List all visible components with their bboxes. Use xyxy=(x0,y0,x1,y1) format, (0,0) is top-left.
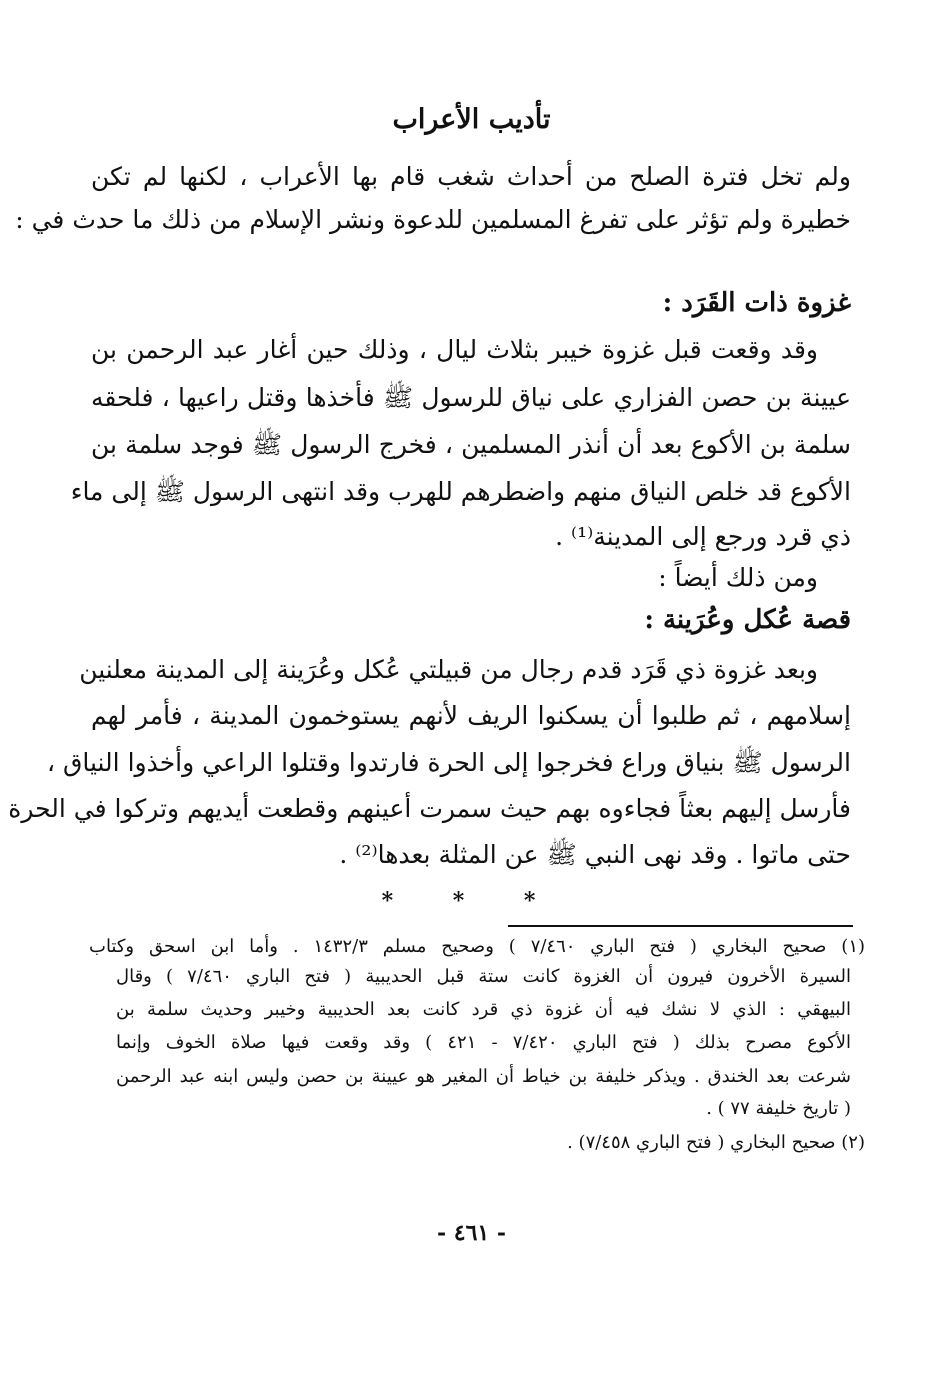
paragraph-line: وبعد غزوة ذي قَرَد قدم رجال من قبيلتي عُكل وعُرَينة إلى المدينة معلنين xyxy=(79,655,818,684)
paragraph-line: عيينة بن حصن الفزاري على نياق للرسول ﷺ فأخذها وقتل راعيها ، فلحقه xyxy=(91,383,851,412)
footnote-2: (٢) صحيح البخاري ( فتح الباري ٧/٤٥٨) . xyxy=(567,1132,865,1153)
paragraph-line: سلمة بن الأكوع بعد أن أنذر المسلمين ، فخرج الرسول ﷺ فوجد سلمة بن xyxy=(91,430,851,459)
paragraph-line: الأكوع قد خلص النياق منهم واضطرهم للهرب وقد انتهى الرسول ﷺ إلى ماء xyxy=(70,477,851,506)
footnote-1-line: (١) صحيح البخاري ( فتح الباري ٧/٤٦٠ ) وصحيح مسلم ١٤٣٢/٣ . وأما ابن اسحق وكتاب xyxy=(89,936,866,957)
page-title: تأديب الأعراب xyxy=(392,104,551,135)
section-separator: * * * xyxy=(381,888,562,914)
section-heading-ukl-urayna: قصة عُكل وعُرَينة : xyxy=(644,605,851,635)
footnote-1-line: البيهقي : الذي لا نشك فيه أن غزوة ذي قرد كانت بعد الحديبية وخيبر وحديث سلمة بن xyxy=(116,999,851,1020)
paragraph-line: إسلامهم ، ثم طلبوا أن يسكنوا الريف لأنهم يستوخمون المدينة ، فأمر لهم xyxy=(91,701,851,730)
paragraph-line: ذي قرد ورجع إلى المدينة⁽¹⁾ . xyxy=(555,522,851,551)
footnote-1-line: السيرة الأخرون فيرون أن الغزوة كانت ستة قبل الحديبية ( فتح الباري ٧/٤٦٠ ) وقال xyxy=(116,966,852,987)
footnote-divider xyxy=(508,925,853,927)
section-heading-dhat-al-qarad: غزوة ذات القَرَد : xyxy=(662,288,851,318)
paragraph-line: ومن ذلك أيضاً : xyxy=(658,563,818,592)
paragraph-line: حتى ماتوا . وقد نهى النبي ﷺ عن المثلة بعدها⁽²⁾ . xyxy=(339,840,851,869)
footnote-1-line: شرعت بعد الخندق . ويذكر خليفة بن خياط أن المغير هو عيينة بن حصن وليس ابنه عبد الرحمن xyxy=(116,1066,851,1087)
page-number: - ٤٦١ - xyxy=(436,1220,507,1246)
footnote-1-line: الأكوع مصرح بذلك ( فتح الباري ٧/٤٢٠ - ٤٢١ ) وقد وقعت فيها صلاة الخوف وإنما xyxy=(116,1032,852,1053)
footnote-1-line: ( تاريخ خليفة ٧٧ ) . xyxy=(706,1098,851,1119)
paragraph-line: الرسول ﷺ بنياق وراع فخرجوا إلى الحرة فارتدوا وقتلوا الراعي وأخذوا النياق ، xyxy=(46,748,851,777)
paragraph-line: فأرسل إليهم بعثاً فجاءوه بهم حيث سمرت أعينهم وقطعت أيديهم وتركوا في الحرة xyxy=(8,794,851,823)
intro-line: خطيرة ولم تؤثر على تفرغ المسلمين للدعوة ونشر الإسلام من ذلك ما حدث في : xyxy=(15,205,851,234)
paragraph-line: وقد وقعت قبل غزوة خيبر بثلاث ليال ، وذلك حين أغار عبد الرحمن بن xyxy=(91,335,818,364)
intro-line: ولم تخل فترة الصلح من أحداث شغب قام بها الأعراب ، لكنها لم تكن xyxy=(91,162,851,191)
